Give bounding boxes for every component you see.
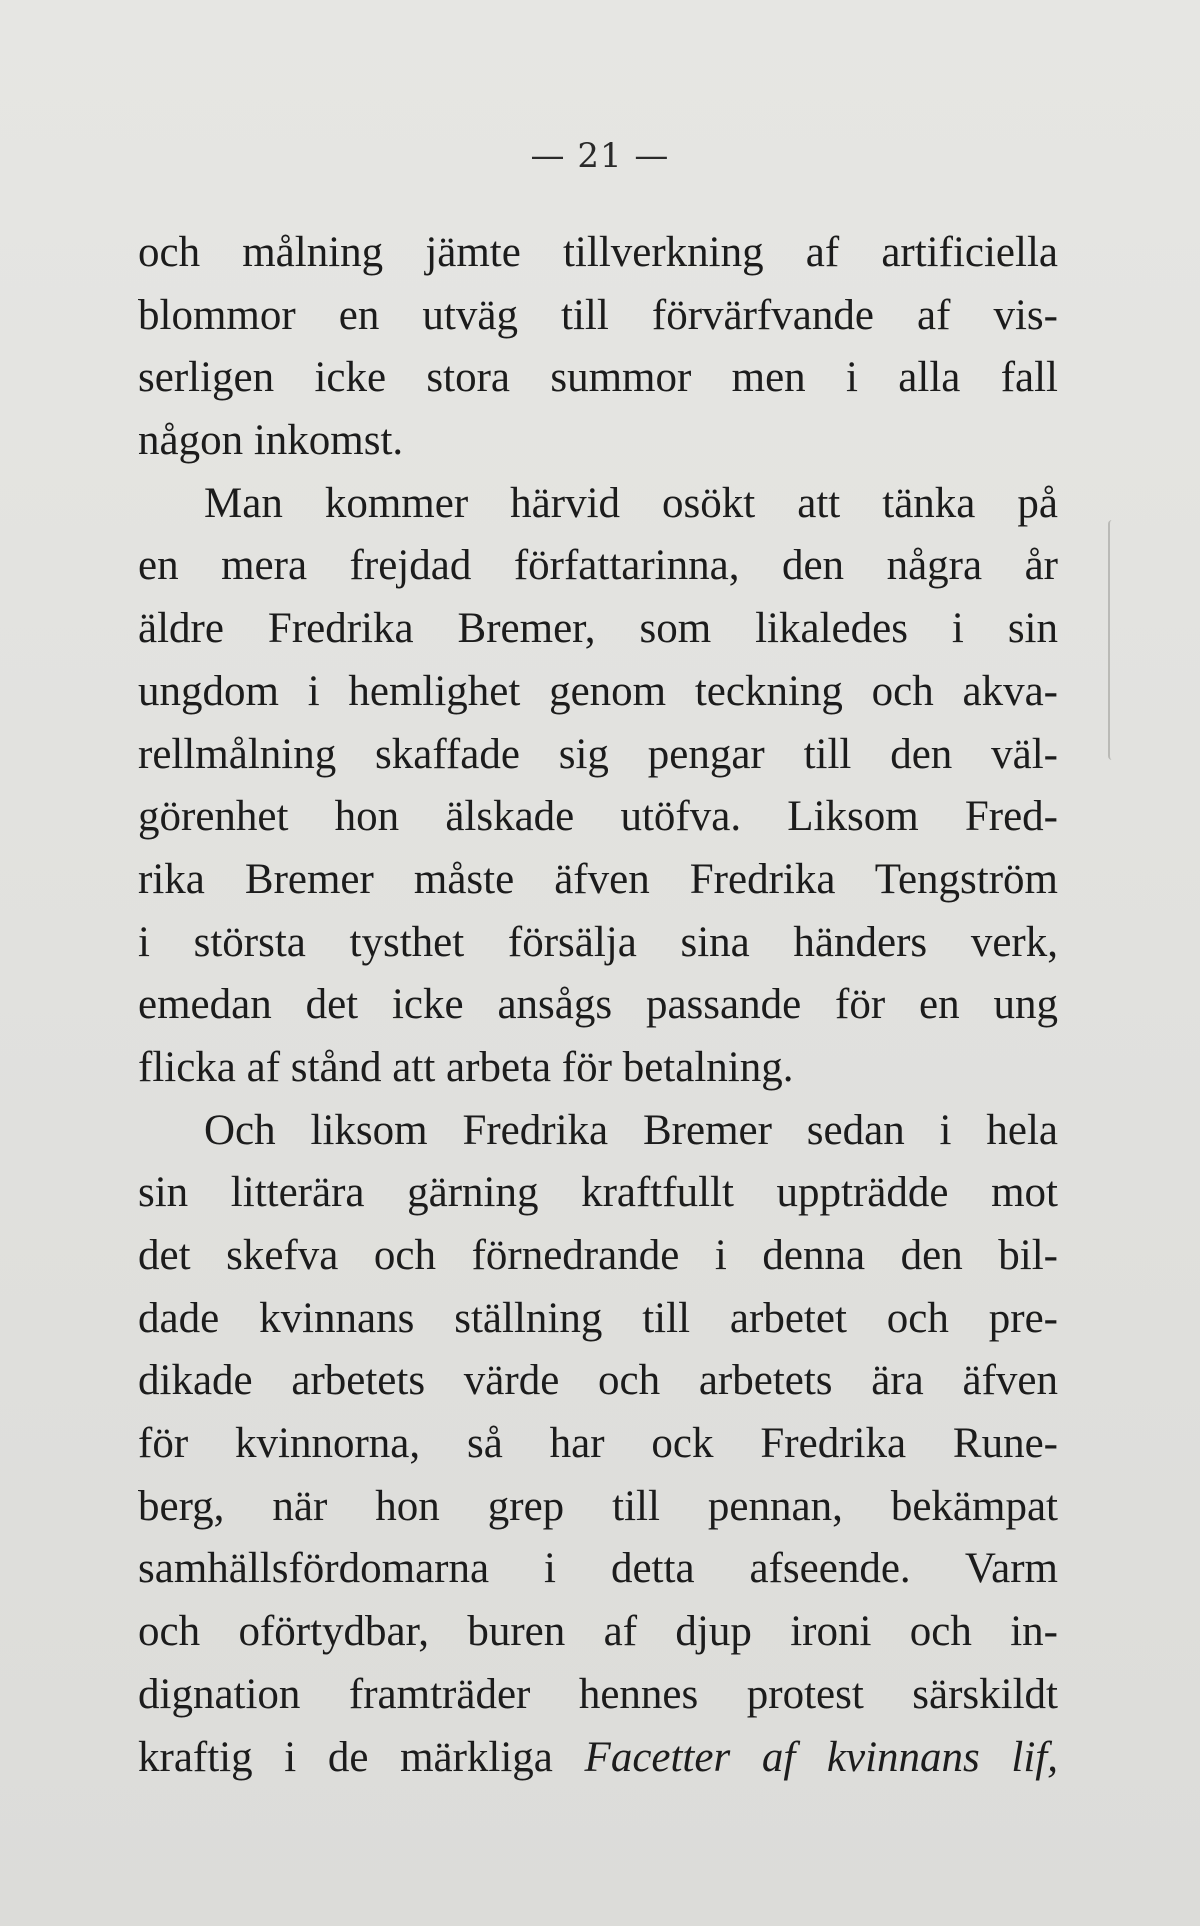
text-line: en mera frejdad författarinna, den några år <box>138 542 1058 590</box>
text-line: ungdom i hemlighet genom teckning och akva- <box>138 667 1058 715</box>
text-line: och målning jämte tillverkning af artificiella <box>138 229 1058 276</box>
page-number: — 21 — <box>530 136 670 176</box>
body-text <box>138 222 1058 1789</box>
text-line: Och liksom Fredrika Bremer sedan i hela <box>204 1106 1058 1154</box>
text-line: äldre Fredrika Bremer, som likaledes i sin <box>138 605 1058 653</box>
text-line: emedan det icke ansågs passande för en ung <box>138 981 1058 1029</box>
text-line: dade kvinnans ställning till arbetet och pre- <box>138 1294 1058 1342</box>
book-title-italic: Facetter af kvinnans lif, <box>584 1733 1058 1781</box>
text-line: blommor en utväg till förvärfvande af vis- <box>138 291 1058 339</box>
text-line-final <box>138 1727 1058 1790</box>
final-line-roman: kraftig i de märkliga <box>138 1733 553 1781</box>
text-line: serligen icke stora summor men i alla fall <box>138 354 1058 402</box>
text-line: rellmålning skaffade sig pengar till den väl- <box>138 730 1058 778</box>
text-line: det skefva och förnedrande i denna den bil- <box>138 1232 1058 1279</box>
text-line: samhällsfördomarna i detta afseende. Varm <box>138 1545 1058 1593</box>
text-line: sin litterära gärning kraftfullt uppträdde mot <box>138 1169 1058 1217</box>
text-line: dignation framträder hennes protest särskildt <box>138 1670 1058 1718</box>
text-line: rika Bremer måste äfven Fredrika Tengström <box>138 855 1058 903</box>
text-line: i största tysthet försälja sina händers verk, <box>138 918 1058 966</box>
margin-pencil-mark <box>1108 520 1116 760</box>
text-line: dikade arbetets värde och arbetets ära äfven <box>138 1357 1058 1405</box>
text-line: Man kommer härvid osökt att tänka på <box>204 479 1058 527</box>
text-line: flicka af stånd att arbeta för betalning. <box>138 1043 794 1091</box>
text-line: någon inkomst. <box>138 417 404 465</box>
text-line: och oförtydbar, buren af djup ironi och in- <box>138 1608 1058 1656</box>
text-line: berg, när hon grep till pennan, bekämpat <box>138 1482 1058 1530</box>
text-line: görenhet hon älskade utöfva. Liksom Fred- <box>138 793 1058 841</box>
text-line: för kvinnorna, så har ock Fredrika Rune- <box>138 1420 1058 1468</box>
